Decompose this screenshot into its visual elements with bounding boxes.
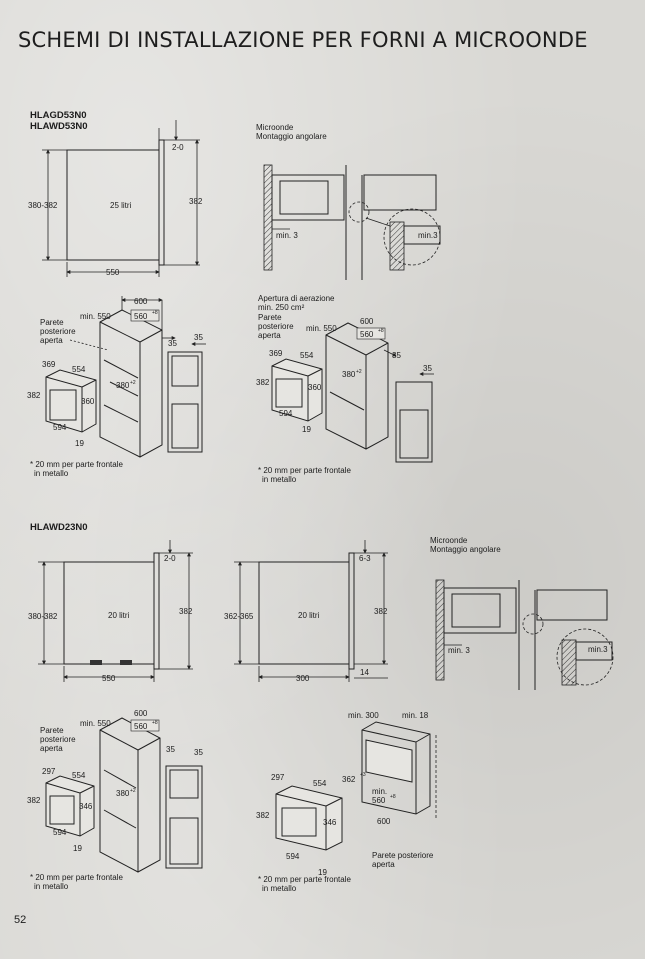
dimension-label: aperta [372, 860, 395, 869]
dimension-label: min. 18 [402, 711, 429, 720]
dimension-label: 35 [423, 364, 432, 373]
dimension-label: 380 [116, 381, 130, 390]
dimension-label: 560 [372, 796, 386, 805]
model-code-1: HLAGD53N0 [30, 110, 87, 121]
cabinet-diagram-1 [27, 296, 206, 478]
dimension-label: min. [372, 787, 388, 796]
volume-label: 25 litri [110, 201, 132, 210]
dimension-label: 594 [53, 828, 67, 837]
cabinet-diagram-4 [256, 711, 436, 893]
dimension-label: posteriore [40, 327, 76, 336]
dimension-label: 594 [279, 409, 293, 418]
dimension-label: Parete [40, 318, 64, 327]
dimension-label: 19 [73, 844, 82, 853]
dimension-label: 35 [194, 748, 203, 757]
model-code-3: HLAWD23N0 [30, 522, 88, 533]
dimension-label: Apertura di aerazione [258, 294, 335, 303]
corner-title-1: Microonde [256, 123, 294, 132]
dimension-label: aperta [40, 744, 63, 753]
dimension-label: 382 [27, 796, 41, 805]
dimension-label: 380 [116, 789, 130, 798]
front-view-1 [28, 120, 203, 277]
dimension-label: +8 [152, 310, 158, 316]
dimension-label: 560 [360, 330, 374, 339]
dimension-label: min. 250 cm² [258, 303, 305, 312]
dimension-label: 19 [75, 439, 84, 448]
dimension-label: 19 [302, 425, 311, 434]
dimension-label: 346 [323, 818, 337, 827]
dimension-label: min. 550 [80, 719, 111, 728]
cabinet-diagram-2 [256, 294, 434, 484]
dimension-label: 19 [318, 868, 327, 877]
dimension-label: 35 [166, 745, 175, 754]
page-title: SCHEMI DI INSTALLAZIONE PER FORNI A MICROONDE [18, 28, 588, 52]
dimension-label: 600 [377, 817, 391, 826]
dimension-label: Montaggio angolare [430, 545, 501, 554]
dimension-label: in metallo [34, 469, 69, 478]
dimension-label: 35 [168, 339, 177, 348]
dimension-label: min. 3 [448, 646, 470, 655]
dimension-label: +2 [356, 369, 362, 375]
dimension-label: 360 [308, 383, 322, 392]
dimension-label: aperta [40, 336, 63, 345]
dimension-label: 380-382 [28, 612, 58, 621]
dimension-label: +2 [130, 380, 136, 386]
dimension-label: min. 550 [80, 312, 111, 321]
cabinet-diagram-3 [27, 709, 203, 891]
dimension-label: 554 [313, 779, 327, 788]
dimension-label: Parete posteriore [372, 851, 434, 860]
dimension-label: 554 [72, 771, 86, 780]
dimension-label: 594 [286, 852, 300, 861]
model-code-2: HLAWD53N0 [30, 121, 88, 132]
dimension-label: in metallo [34, 882, 69, 891]
dimension-label: posteriore [258, 322, 294, 331]
dimension-label: Parete [258, 313, 282, 322]
dim-height-range: 380-382 [28, 201, 58, 210]
dimension-label: 560 [134, 722, 148, 731]
dimension-label: +3 [360, 772, 366, 778]
corner-min-left: min. 3 [276, 231, 298, 240]
dimension-label: 600 [134, 709, 148, 718]
dimension-label: 382 [374, 607, 388, 616]
dimension-label: 360 [81, 397, 95, 406]
dimension-label: +8 [390, 794, 396, 800]
dimension-label: min. 550 [306, 324, 337, 333]
dimension-label: 297 [42, 767, 56, 776]
dimension-label: 600 [134, 297, 148, 306]
dimension-label: 369 [42, 360, 56, 369]
dimension-label: 297 [271, 773, 285, 782]
dimension-label: 382 [27, 391, 41, 400]
corner-mount-1 [256, 123, 440, 280]
dimension-label: 594 [53, 423, 67, 432]
dimension-label: +8 [378, 328, 384, 334]
dimension-label: aperta [258, 331, 281, 340]
dimension-label: 600 [360, 317, 374, 326]
corner-title-2: Montaggio angolare [256, 132, 327, 141]
dimension-label: min.3 [588, 645, 608, 654]
front-view-2 [28, 540, 193, 683]
dimension-label: * 20 mm per parte frontale [30, 460, 123, 469]
dimension-label: 382 [256, 378, 270, 387]
front-view-3 [224, 540, 388, 683]
dimension-label: 35 [392, 351, 401, 360]
dimension-label: Parete [40, 726, 64, 735]
dimension-label: * 20 mm per parte frontale [258, 466, 351, 475]
dimension-label: 35 [194, 333, 203, 342]
dimension-label: 554 [72, 365, 86, 374]
dimension-label: 362-365 [224, 612, 254, 621]
dimension-label: 2-0 [164, 554, 176, 563]
dimension-label: 20 litri [298, 611, 320, 620]
dimension-label: in metallo [262, 884, 297, 893]
corner-min-right: min.3 [418, 231, 438, 240]
dimension-label: 362 [342, 775, 356, 784]
dim-gap: 2-0 [172, 143, 184, 152]
dimension-label: 380 [342, 370, 356, 379]
dimension-label: in metallo [262, 475, 297, 484]
page-number: 52 [14, 914, 27, 926]
dimension-label: 346 [79, 802, 93, 811]
dimension-label: 6-3 [359, 554, 371, 563]
dimension-label: 14 [360, 668, 369, 677]
dimension-label: 300 [296, 674, 310, 683]
dimension-label: +2 [130, 788, 136, 794]
dimension-label: * 20 mm per parte frontale [30, 873, 123, 882]
dimension-label: 382 [179, 607, 193, 616]
dimension-label: +8 [152, 720, 158, 726]
dimension-label: posteriore [40, 735, 76, 744]
dimension-label: 369 [269, 349, 283, 358]
dim-width: 550 [106, 268, 120, 277]
dimension-label: 20 litri [108, 611, 130, 620]
dimension-label: min. 300 [348, 711, 379, 720]
dimension-label: 550 [102, 674, 116, 683]
dimension-label: 560 [134, 312, 148, 321]
dimension-label: 554 [300, 351, 314, 360]
dimension-label: Microonde [430, 536, 468, 545]
dim-height: 382 [189, 197, 203, 206]
dimension-label: * 20 mm per parte frontale [258, 875, 351, 884]
dimension-label: 382 [256, 811, 270, 820]
corner-mount-2 [430, 536, 613, 690]
